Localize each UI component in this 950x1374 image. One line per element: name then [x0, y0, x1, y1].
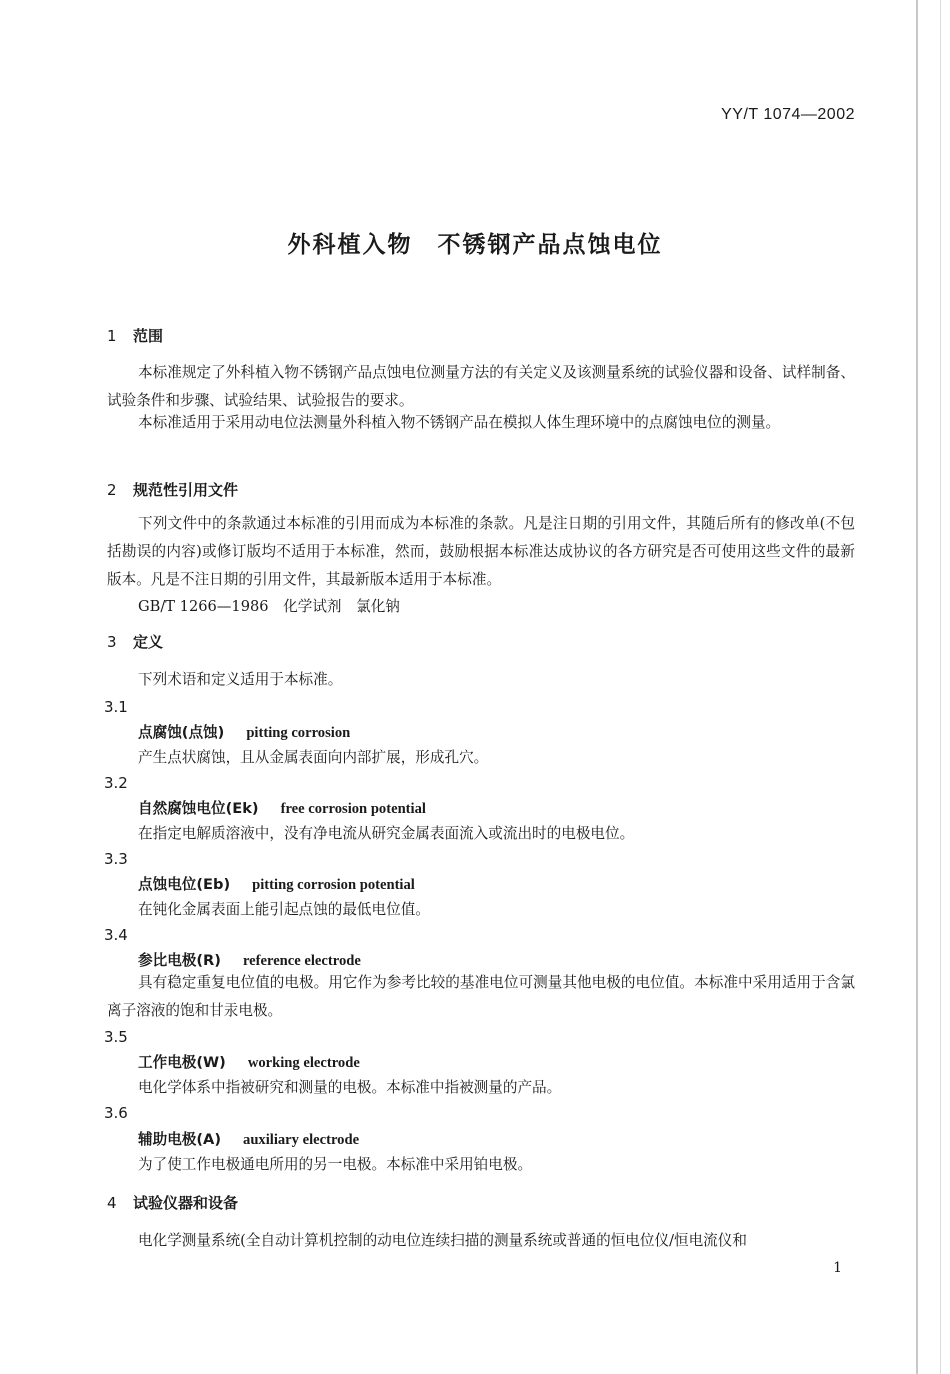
term-number: 3.2: [104, 774, 128, 792]
term-heading: [138, 873, 415, 894]
term-heading: [138, 1128, 359, 1149]
scan-edge-line: [940, 0, 941, 1374]
term-zh: 辅助电极(A): [138, 1131, 222, 1148]
term-number: 3.3: [104, 850, 128, 868]
normative-reference: GB/T 1266—1986 化学试剂 氯化钠: [138, 598, 400, 615]
term-heading: [138, 797, 426, 818]
section-number: 1: [107, 327, 117, 345]
term-zh: 自然腐蚀电位(Ek): [138, 800, 259, 817]
section-heading-2: [107, 479, 238, 500]
definitions-intro: 下列术语和定义适用于本标准。: [138, 671, 343, 688]
scan-edge-line: [916, 0, 918, 1374]
term-definition: 具有稳定重复电位值的电极。用它作为参考比较的基准电位可测量其他电极的电位值。本标准中采用适用于含氯离子溶液的饱和甘汞电极。: [107, 974, 855, 1019]
section-number: 3: [107, 633, 117, 651]
term-definition: 为了使工作电极通电所用的另一电极。本标准中采用铂电极。: [138, 1156, 533, 1173]
term-definition: 在钝化金属表面上能引起点蚀的最低电位值。: [138, 901, 430, 918]
term-en: auxiliary electrode: [243, 1132, 360, 1148]
term-en: free corrosion potential: [280, 801, 426, 817]
section-title: 范围: [133, 327, 164, 345]
term-en: reference electrode: [242, 953, 361, 969]
term-definition: 产生点状腐蚀，且从金属表面向内部扩展，形成孔穴。: [138, 749, 489, 766]
term-number: 3.6: [104, 1104, 128, 1122]
document-title: 外科植入物 不锈钢产品点蚀电位: [287, 232, 663, 258]
section-heading-1: [107, 325, 163, 346]
term-zh: 点腐蚀(点蚀): [138, 724, 225, 741]
term-zh: 参比电极(R): [138, 952, 221, 969]
term-en: pitting corrosion: [246, 725, 351, 741]
paragraph: 本标准适用于采用动电位法测量外科植入物不锈钢产品在模拟人体生理环境中的点腐蚀电位的测量。: [138, 414, 781, 431]
section-number: 2: [107, 481, 117, 499]
section-number: 4: [107, 1194, 117, 1212]
section-title: 定义: [133, 633, 164, 651]
term-definition: 电化学体系中指被研究和测量的电极。本标准中指被测量的产品。: [138, 1079, 562, 1096]
term-heading: [138, 1051, 360, 1072]
paragraph: 本标准规定了外科植入物不锈钢产品点蚀电位测量方法的有关定义及该测量系统的试验仪器和设备、试样制备、试验条件和步骤、试验结果、试验报告的要求。: [107, 364, 855, 409]
term-heading: [138, 949, 361, 970]
term-number: 3.1: [104, 698, 128, 716]
section-title: 试验仪器和设备: [133, 1194, 239, 1212]
page-number: 1: [833, 1260, 842, 1276]
term-heading: [138, 721, 350, 742]
term-en: pitting corrosion potential: [252, 877, 415, 893]
term-zh: 工作电极(W): [138, 1054, 226, 1071]
section-heading-4: [107, 1192, 238, 1213]
term-zh: 点蚀电位(Eb): [138, 876, 231, 893]
paragraph: 下列文件中的条款通过本标准的引用而成为本标准的条款。凡是注日期的引用文件，其随后所有的修改单(不包括勘误的内容)或修订版均不适用于本标准，然而，鼓励根据本标准达成协议的各方研究是否可使用这些文件的最新版本。凡是不注日期的引用文件，其最新版本适用于本标准。: [107, 515, 855, 588]
term-number: 3.4: [104, 926, 128, 944]
term-en: working electrode: [247, 1055, 360, 1071]
term-definition: 在指定电解质溶液中，没有净电流从研究金属表面流入或流出时的电极电位。: [138, 825, 635, 842]
term-number: 3.5: [104, 1028, 128, 1046]
standard-code: YY/T 1074—2002: [721, 106, 855, 123]
paragraph: 电化学测量系统(全自动计算机控制的动电位连续扫描的测量系统或普通的恒电位仪/恒电流仪和: [138, 1232, 747, 1249]
section-title: 规范性引用文件: [133, 481, 239, 499]
section-heading-3: [107, 631, 163, 652]
